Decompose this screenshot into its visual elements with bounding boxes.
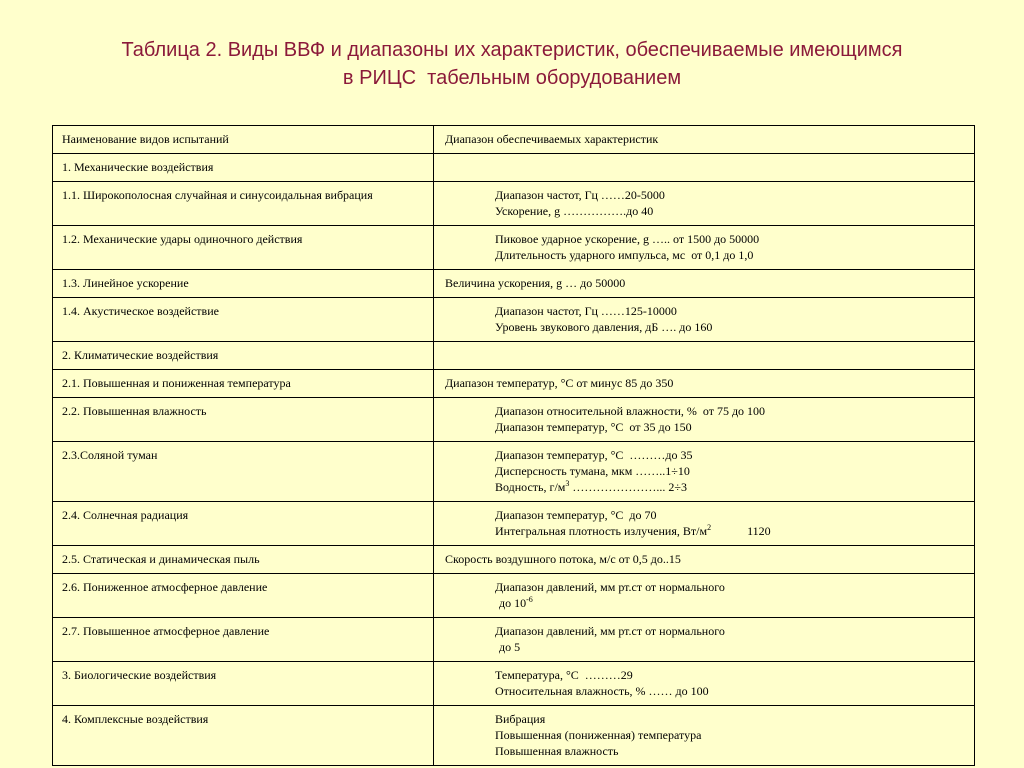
value-line: Диапазон давлений, мм рт.ст от нормального [495, 580, 725, 594]
row-values: Скорость воздушного потока, м/с от 0,5 до..15 [434, 546, 975, 574]
value-line: Повышенная (пониженная) температура [495, 728, 702, 742]
value-line: Температура, °С ………29 [495, 668, 633, 682]
header-cell-characteristics: Диапазон обеспечиваемых характеристик [434, 126, 975, 154]
value-line: Дисперсность тумана, мкм ……..1÷10 [495, 464, 690, 478]
row-values [434, 298, 975, 342]
row-values [434, 154, 975, 182]
value-line: Уровень звукового давления, дБ …. до 160 [495, 320, 713, 334]
table-row [53, 618, 975, 662]
row-name: 2.6. Пониженное атмосферное давление [53, 574, 434, 618]
row-name: 2.5. Статическая и динамическая пыль [53, 546, 434, 574]
value-line [495, 479, 966, 495]
row-values [434, 574, 975, 618]
row-values [434, 502, 975, 546]
row-name: 2.2. Повышенная влажность [53, 398, 434, 442]
page-title [0, 36, 1024, 92]
row-values [434, 226, 975, 270]
header-cell-test-type: Наименование видов испытаний [53, 126, 434, 154]
value-line: Пиковое ударное ускорение, g ….. от 1500 до 50000 [495, 232, 760, 246]
value-line: Диапазон давлений, мм рт.ст от нормального [495, 624, 725, 638]
row-values: Величина ускорения, g … до 50000 [434, 270, 975, 298]
value-line: Ускорение, g …………….до 40 [495, 204, 654, 218]
table-row [53, 342, 975, 370]
row-values [434, 662, 975, 706]
value-line: Диапазон температур, °С ………до 35 [495, 448, 693, 462]
table-row [53, 442, 975, 502]
table-row [53, 502, 975, 546]
row-name: 2.1. Повышенная и пониженная температура [53, 370, 434, 398]
row-values [434, 706, 975, 766]
table-row [53, 298, 975, 342]
row-values [434, 398, 975, 442]
row-name: 2.3.Соляной туман [53, 442, 434, 502]
value-line [495, 523, 966, 539]
row-name: 1.2. Механические удары одиночного действия [53, 226, 434, 270]
value-text: Интегральная плотность излучения, Вт/м [495, 524, 708, 538]
value-line: Диапазон относительной влажности, % от 75 до 100 [495, 404, 766, 418]
table-row [53, 154, 975, 182]
table-header-row [53, 126, 975, 154]
characteristics-table [52, 125, 975, 766]
row-name: 3. Биологические воздействия [53, 662, 434, 706]
superscript: 2 [707, 523, 712, 532]
table-row [53, 398, 975, 442]
value-line: Диапазон температур, °С от 35 до 150 [495, 420, 692, 434]
row-name: 2.4. Солнечная радиация [53, 502, 434, 546]
row-values [434, 182, 975, 226]
row-name: 1.4. Акустическое воздействие [53, 298, 434, 342]
row-values [434, 442, 975, 502]
table-row [53, 226, 975, 270]
title-line-2: в РИЦС табельным оборудованием [342, 67, 682, 89]
table-row [53, 574, 975, 618]
value-line: Повышенная влажность [495, 744, 619, 758]
row-name: 1.3. Линейное ускорение [53, 270, 434, 298]
row-name: 1. Механические воздействия [53, 154, 434, 182]
value-line: Вибрация [495, 712, 546, 726]
table-row [53, 370, 975, 398]
table-row [53, 662, 975, 706]
value-text: …………………... 2÷3 [569, 480, 687, 494]
superscript: 3 [565, 479, 570, 488]
value-line [495, 595, 966, 611]
row-name: 1.1. Широкополосная случайная и синусоидальная вибрация [53, 182, 434, 226]
table-row [53, 706, 975, 766]
table-row [53, 182, 975, 226]
value-line: Диапазон частот, Гц ……125-10000 [495, 304, 677, 318]
superscript: -6 [526, 595, 533, 604]
value-line: до 5 [499, 640, 521, 654]
row-name: 2.7. Повышенное атмосферное давление [53, 618, 434, 662]
row-values [434, 618, 975, 662]
row-values [434, 342, 975, 370]
value-line: Диапазон частот, Гц ……20-5000 [495, 188, 665, 202]
table-row [53, 270, 975, 298]
title-line-1: Таблица 2. Виды ВВФ и диапазоны их характеристик, обеспечиваемые имеющимся [121, 39, 903, 61]
value-line: Длительность ударного импульса, мс от 0,1 до 1,0 [495, 248, 754, 262]
row-values: Диапазон температур, °С от минус 85 до 350 [434, 370, 975, 398]
value-line: Относительная влажность, % …… до 100 [495, 684, 709, 698]
row-name: 2. Климатические воздействия [53, 342, 434, 370]
value-text: Водность, г/м [495, 480, 566, 494]
row-name: 4. Комплексные воздействия [53, 706, 434, 766]
value-text: до 10 [499, 596, 527, 610]
value-line: Диапазон температур, °С до 70 [495, 508, 657, 522]
table-row [53, 546, 975, 574]
value-text: 1120 [711, 524, 771, 538]
